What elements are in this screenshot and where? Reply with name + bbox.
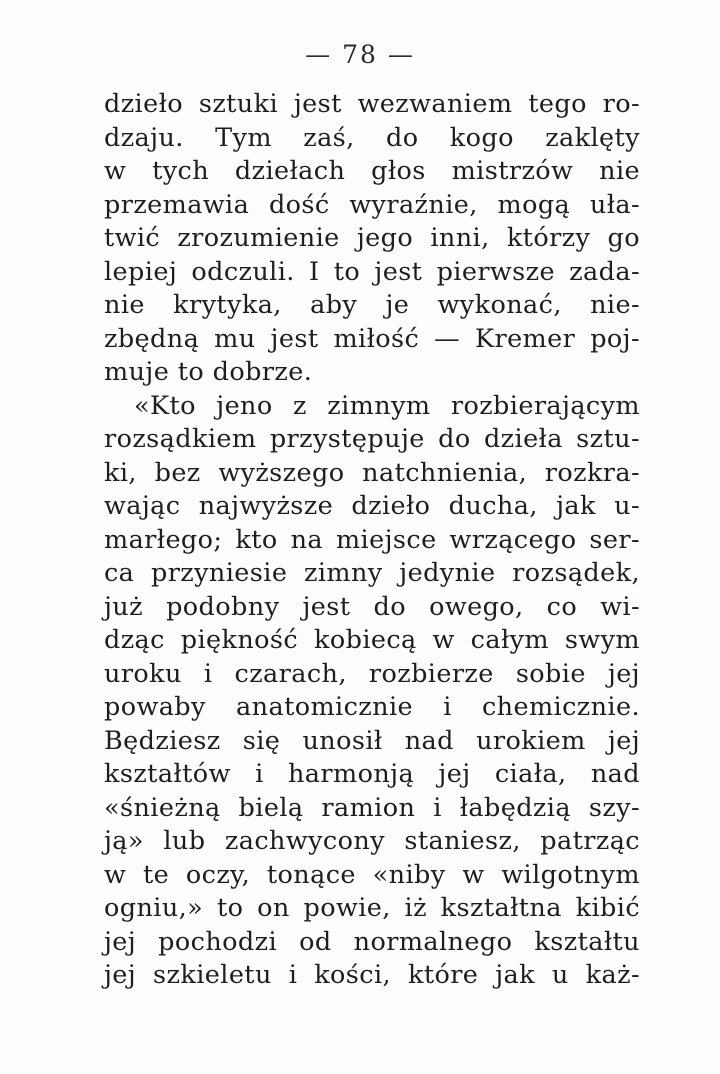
text-line: uroku i czarach, rozbierze sobie jej <box>104 658 640 689</box>
text-line: marłego; kto na miejsce wrzącego ser- <box>104 524 640 555</box>
text-line: kształtów i harmonją jej ciała, nad <box>104 759 640 789</box>
text-line: w te oczy, tonące «niby w wilgotnym <box>104 859 640 890</box>
text-line: ogniu,» to on powie, iż kształtna kibić <box>104 893 640 923</box>
body-text <box>104 88 640 993</box>
text-line: «Kto jeno z zimnym rozbierającym <box>134 390 640 421</box>
text-line: przemawia dość wyraźnie, mogą uła- <box>104 189 640 220</box>
text-line: jej pochodzi od normalnego kształtu <box>104 926 640 957</box>
text-line: dzaju. Tym zaś, do kogo zaklęty <box>104 122 640 153</box>
text-line: «śnieżną bielą ramion i łabędzią szy- <box>104 792 640 823</box>
text-line: dząc piękność kobiecą w całym swym <box>104 625 640 655</box>
page-number: — 78 — <box>305 40 415 69</box>
text-line: w tych dziełach głos mistrzów nie <box>104 156 640 186</box>
text-line: rozsądkiem przystępuje do dzieła sztu- <box>104 424 640 454</box>
text-line: zbędną mu jest miłość — Kremer poj- <box>104 323 640 354</box>
text-line: ki, bez wyższego natchnienia, rozkra- <box>104 457 640 488</box>
text-line: powaby anatomicznie i chemicznie. <box>104 692 640 722</box>
text-line: muje to dobrze. <box>104 357 313 387</box>
text-line: już podobny jest do owego, co wi- <box>104 591 640 622</box>
text-line: dzieło sztuki jest wezwaniem tego ro- <box>104 89 640 119</box>
text-line: wając najwyższe dzieło ducha, jak u- <box>104 491 640 521</box>
text-line: ca przyniesie zimny jedynie rozsądek, <box>104 558 640 588</box>
text-line: lepiej odczuli. I to jest pierwsze zada- <box>104 256 640 287</box>
text-line: Będziesz się unosił nad urokiem jej <box>104 725 640 756</box>
text-line: nie krytyka, aby je wykonać, nie- <box>104 290 640 320</box>
text-line: twić zrozumienie jego inni, którzy go <box>104 223 640 253</box>
text-line: jej szkieletu i kości, które jak u każ- <box>104 960 640 990</box>
text-line: ją» lub zachwycony staniesz, patrząc <box>104 826 640 856</box>
